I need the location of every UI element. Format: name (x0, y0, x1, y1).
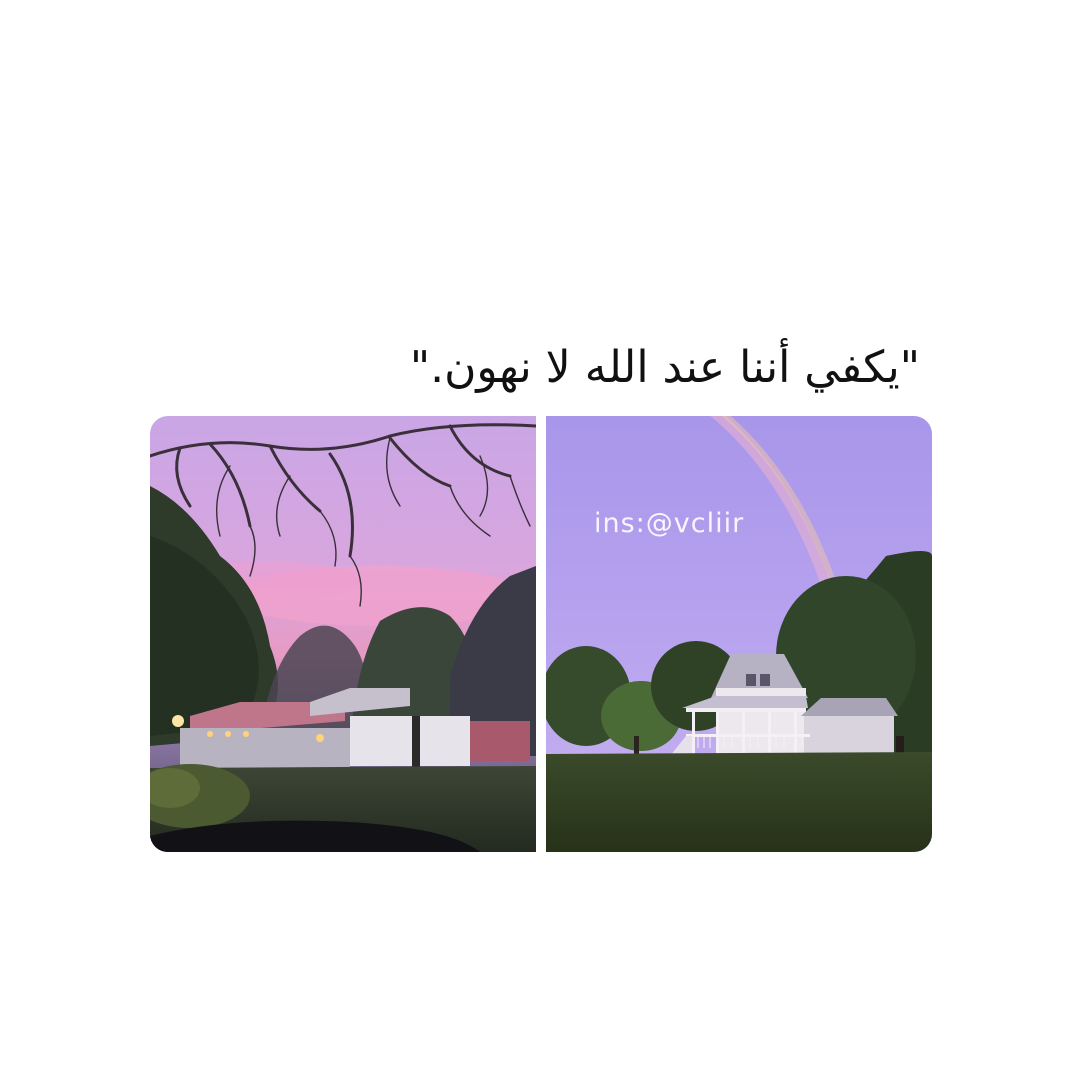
rainbow-scene-image (546, 416, 932, 852)
instagram-watermark: ins:@vcliir (594, 508, 745, 539)
rainbow-farmhouse-photo (546, 416, 932, 852)
photo-collage (150, 416, 932, 852)
dusk-house-trees-photo (150, 416, 536, 852)
quote-text: "يكفي أننا عند الله لا نهون." (409, 342, 920, 393)
dusk-scene-image (150, 416, 536, 852)
